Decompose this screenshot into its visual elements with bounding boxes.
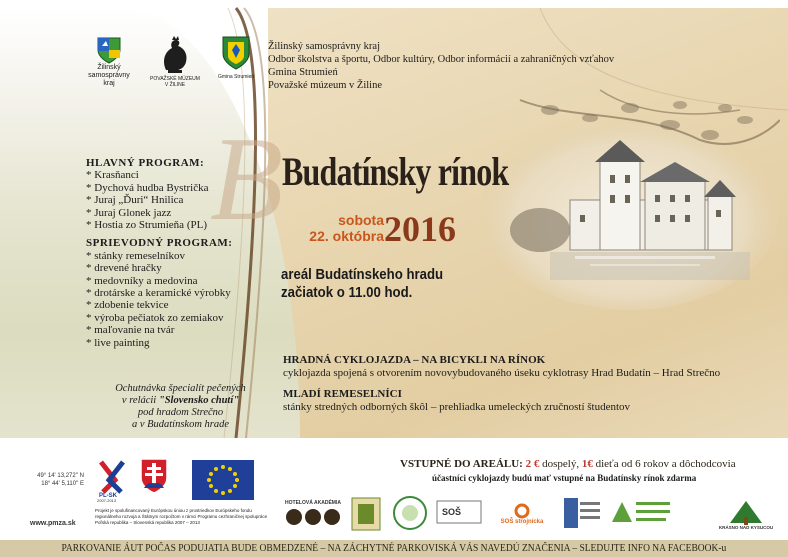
venue-name: areál Budatínskeho hradu [281,266,444,283]
sponsor-name: SOŠ strojnícka [500,519,544,525]
school-crest-icon [350,496,382,532]
svg-text:SOŠ: SOŠ [442,507,462,517]
side-program-item: * live painting [86,336,150,349]
gmina-caption: Gmina Strumień [217,74,255,80]
adult-text: dospelý, [539,458,582,470]
tasting-line: v relácii "Slovensko chutí" [121,395,240,406]
event-day: sobota [338,212,384,228]
event-venue [281,266,443,302]
main-program-item: * Dychová hudba Bystrička [86,181,209,194]
event-date: 22. októbra [309,228,384,244]
parking-note: PARKOVANIE ÁUT POČAS PODUJATIA BUDE OBMEDZENÉ – NA ZÁCHYTNÉ PARKOVISKÁ VÁS NAVEDÚ ZNAČENIA – SLEDUJTE INFO NA FACEBOOK-u [61,543,727,554]
info-block [283,388,720,414]
coord-n: 49° 14' 13,272'' N [37,473,84,479]
main-program-item: * Krasňanci [86,169,139,182]
info-heading: HRADNÁ CYKLOJAZDA – NA BICYKLI NA RÍNOK [283,354,546,366]
castle-illustration [480,80,780,310]
extra-info [283,354,720,422]
gmina-crest-icon [222,36,250,70]
info-text: cyklojazda spojená s otvorením novovybudovaného úseku cyklotrasy Hrad Budatín – Hrad Strečno [283,367,721,379]
organizer-line: Odbor školstva a športu, Odbor kultúry, Odbor informácií a zahraničných vzťahov [268,54,615,65]
school-book-icon [610,496,672,528]
zsk-crest-icon [96,36,122,64]
main-program-item: * Juraj „Ďuri“ Hnilica [86,194,184,207]
organizer-line: Gmina Strumień [268,67,338,78]
tasting-line: pod hradom Strečno [137,407,224,418]
zsk-caption: Žilinský samosprávny kraj [88,64,130,87]
museum-caption: POVAŽSKÉ MÚZEUM V ŽILINE [150,76,200,88]
child-price: 1€ [581,458,593,470]
event-year: 2016 [384,209,456,249]
eu-flag-icon [192,460,254,500]
side-program-item: * medovníky a medovina [86,274,198,287]
sponsor-sos-strojnicka [490,494,554,534]
side-program-item: * drotárske a keramické výrobky [86,287,231,300]
event-title: Budatínsky rínok [282,149,509,194]
main-program-heading: HLAVNÝ PROGRAM: [86,157,205,169]
tasting-note [78,383,283,431]
info-text: stánky stredných odborných škôl – prehliadka umeleckých zručností študentov [283,401,631,413]
decorative-letter: B [210,112,284,245]
admission-label: VSTUPNÉ DO AREÁLU: [400,458,526,470]
event-day-date [292,212,384,244]
gps-coordinates [28,472,84,488]
side-program-item: * zdobenie tekvice [86,299,169,312]
admission-line [400,458,736,471]
plsk-label: PL-SK [99,493,117,498]
side-program-item: * maľovanie na tvár [86,324,175,337]
website-link[interactable]: www.pmza.sk [30,520,76,527]
info-block [283,354,720,380]
slovak-coat-icon [140,458,168,494]
sponsor-krasno [718,494,774,534]
organizer-line: Považské múzeum v Žiline [268,80,383,91]
plsk-years: 2007-2013 [97,498,117,503]
info-heading: MLADÍ REMESELNÍCI [283,388,402,400]
school-round-icon [392,494,428,532]
school-emblem-icon [562,496,602,530]
adult-price: 2 € [525,458,540,470]
organizer-line: Žilinský samosprávny kraj [268,41,380,52]
plsk-program-icon [95,458,129,498]
gear-icon [514,503,530,519]
main-program-item: * Hostia zo Strumieňa (PL) [86,219,207,232]
gmina-logo [216,36,256,81]
hotel-academy-icon [285,506,341,528]
side-program-item: * stánky remeselníkov [86,249,185,262]
sponsor-name: HOTELOVÁ AKADÉMIA [285,500,341,506]
coord-e: 18° 44' 5,110'' E [41,481,84,487]
child-text: dieťa od 6 rokov a dôchodcovia [592,458,736,470]
tasting-line: Ochutnávka špecialít pečených [115,383,246,394]
museum-logo [150,36,200,88]
parking-footer [0,540,788,557]
sponsor-name: KRÁSNO NAD KYSUCOU [718,524,774,530]
start-time: začiatok o 11.00 hod. [281,284,413,301]
eu-funding-note: Projekt je spolufinancovaný Európskou úniou z prostriedkov Európskeho fondu regionálneho rozvoja a Štátnym rozpočtom v rámci Programu cezhraničnej spolupráce Poľská republika – Slovenská republika 2007 – 2013 [95,508,268,525]
admission-note: účastníci cyklojazdy budú mať vstupné na Budatínsky rínok zdarma [432,473,697,483]
tree-icon [726,499,766,525]
sponsor-hotel-academy [284,494,342,534]
main-program-item: * Juraj Glonek jazz [86,206,172,219]
zsk-logo [86,36,132,88]
tv-show-name: "Slovensko chutí" [158,395,240,406]
rooster-icon [158,36,192,74]
side-program-item: * drevené hračky [86,262,162,275]
side-program-item: * výroba pečiatok zo zemiakov [86,311,224,324]
side-program-heading: SPRIEVODNÝ PROGRAM: [86,237,233,250]
sos-logo-icon [436,500,482,524]
tasting-line: a v Budatínskom hrade [131,419,230,430]
